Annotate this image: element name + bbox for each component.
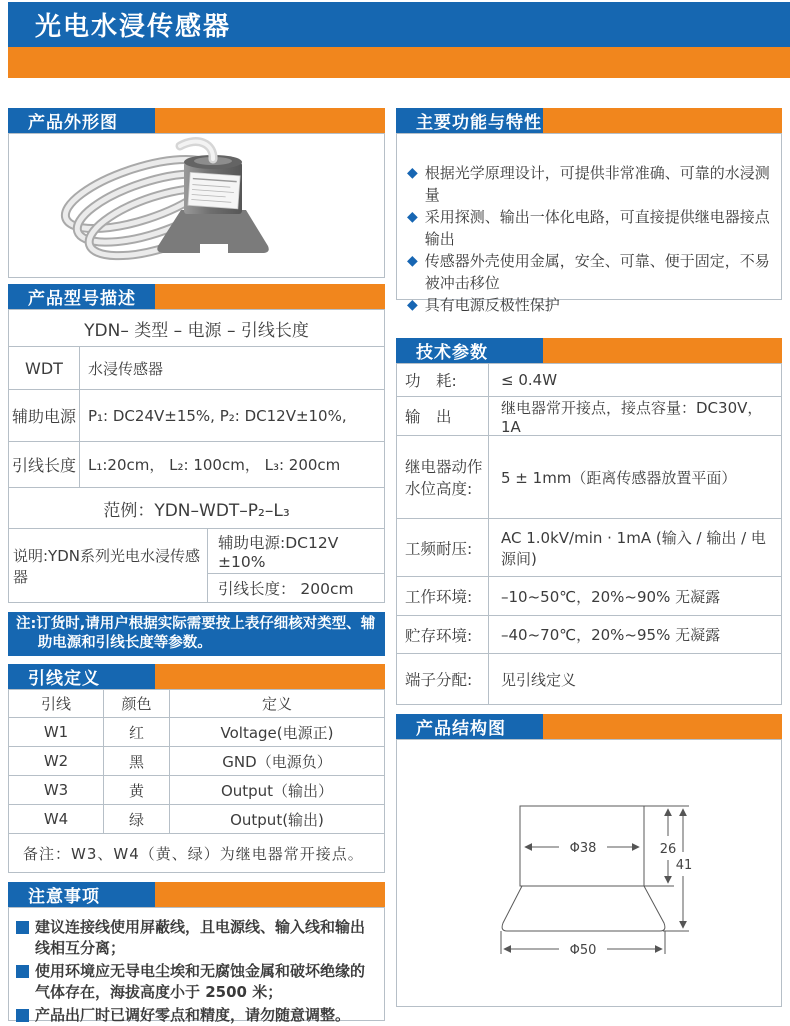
table-row [397,518,781,576]
diagram-base-outline [502,886,665,931]
page-title: 光电水浸传感器 [35,12,232,42]
column-header: 引线 [9,690,104,717]
table-row [397,435,781,518]
right-column [396,108,782,1021]
square-bullet-icon [16,1009,29,1022]
table-cell: W3 [9,776,104,804]
table-row [9,746,384,775]
page-accent-bar [8,47,790,78]
spec-label: 端子分配: [397,654,489,704]
list-item [14,1005,379,1026]
list-item [14,961,379,1003]
table-cell: 绿 [104,805,170,833]
caution-text: 使用环境应无导电尘埃和无腐蚀金属和破坏绝缘的气体存在，海拔高度小于 2500 米； [35,962,366,1001]
table-cell: W2 [9,747,104,775]
section-accent [543,108,782,133]
spec-label: 输 出 [397,397,489,435]
table-row [9,487,384,528]
table-cell: 水浸传感器 [88,359,164,378]
list-item [405,250,777,294]
table-row [9,346,384,389]
caution-text: 建议连接线使用屏蔽线，且电源线、输入线和输出线相互分离； [35,918,366,957]
order-note: 注:订货时,请用户根据实际需要按上表仔细核对类型、辅助电源和引线长度等参数。 [8,612,385,656]
section-title-structure: 产品结构图 [396,714,543,739]
spec-value: ≤ 0.4W [501,371,558,389]
table-row [9,389,384,441]
model-example: 范例：YDN–WDT–P₂–L₃ [103,500,290,521]
structure-diagram-box [396,739,782,1007]
table-cell: GND（电源负） [222,752,332,771]
table-header-row [9,690,384,717]
square-bullet-icon [16,965,29,978]
dim-top-diameter: Φ38 [569,841,597,856]
list-item [405,162,777,206]
table-row [9,804,384,833]
section-header-cautions [8,882,385,907]
section-title-wires: 引线定义 [8,664,155,689]
spec-value: 5 ± 1mm（距离传感器放置平面） [501,468,737,487]
table-cell: Output(输出) [230,810,324,829]
section-header-structure [396,714,782,739]
table-row [397,396,781,435]
spec-value: AC 1.0kV/min · 1mA (输入 / 输出 / 电源间) [501,528,766,568]
section-accent [155,664,385,689]
spec-label: 工频耐压: [397,519,489,576]
section-title-cautions: 注意事项 [8,882,155,907]
spec-label: 继电器动作水位高度: [397,436,489,518]
spec-label: 工作环境: [397,577,489,615]
feature-text: 根据光学原理设计，可提供非常准确、可靠的水浸测量 [424,164,770,204]
dim-top-height: 26 [659,842,677,857]
product-photo [8,134,385,277]
diamond-bullet-icon: ◆ [407,165,418,181]
wire-remark: 备注：W3、W4（黄、绿）为继电器常开接点。 [23,844,364,863]
spec-label: 功 耗: [397,364,489,396]
left-column [8,108,385,1024]
table-cell: WDT [9,347,80,389]
table-cell: L₁:20cm， L₂: 100cm， L₃: 200cm [88,456,341,474]
section-header-features [396,108,782,133]
table-cell: Voltage(电源正) [220,723,334,742]
section-title-appearance: 产品外形图 [8,108,155,133]
table-cell: W4 [9,805,104,833]
table-cell: 辅助电源 [9,390,80,441]
table-cell: P₁: DC24V±15%, P₂: DC12V±10%, [88,406,347,425]
table-row [397,615,781,653]
section-accent [155,108,385,133]
list-item [14,917,379,959]
table-row [9,833,384,872]
section-title-model: 产品型号描述 [8,284,155,309]
section-header-model [8,284,385,309]
table-row [397,576,781,615]
table-row [9,441,384,487]
section-accent [155,882,385,907]
spec-value: –40~70℃，20%~95% 无凝露 [501,626,721,644]
product-photo-box [8,133,385,278]
section-accent [543,714,782,739]
section-header-appearance [8,108,385,133]
table-cell: W1 [9,718,104,746]
datasheet-page [0,2,790,1024]
feature-text: 具有电源反极性保护 [424,296,560,314]
features-box [396,133,782,314]
table-row [9,310,384,346]
page-banner [8,2,790,78]
table-row [9,775,384,804]
list-item [405,206,777,250]
model-description-values [208,529,384,602]
section-title-features: 主要功能与特性 [396,108,543,133]
dim-total-height: 41 [675,858,693,873]
diamond-bullet-icon: ◆ [407,297,418,313]
page-title-bar [8,2,790,47]
square-bullet-icon [16,921,29,934]
specs-table [396,363,782,705]
table-cell: 黄 [104,776,170,804]
caution-text: 产品出厂时已调好零点和精度，请勿随意调整。 [35,1006,351,1024]
column-header: 颜色 [104,690,170,717]
table-row [397,653,781,704]
column-header: 定义 [261,695,292,713]
wire-table [8,689,385,873]
content-columns [8,108,782,1024]
diamond-bullet-icon: ◆ [407,209,418,225]
list-item [405,294,777,316]
table-cell: 红 [104,718,170,746]
section-title-specs: 技术参数 [396,338,543,363]
spec-label: 贮存环境: [397,616,489,653]
section-accent [155,284,385,309]
section-accent [543,338,782,363]
cautions-box [8,907,385,1024]
section-header-specs [396,338,782,363]
spec-value: –10~50℃，20%~90% 无凝露 [501,587,721,606]
table-cell: 黑 [104,747,170,775]
table-row [9,717,384,746]
feature-text: 采用探测、输出一体化电路，可直接提供继电器接点输出 [424,208,770,248]
structure-diagram [397,740,781,1006]
spec-value: 继电器常开接点，接点容量：DC30V，1A [501,398,763,436]
feature-text: 传感器外壳使用金属，安全、可靠、便于固定，不易被冲击移位 [424,252,770,292]
table-cell: 引线长度 [9,442,80,487]
spec-value: 见引线定义 [501,670,577,689]
model-description: 说明:YDN系列光电水浸传感器 [9,529,208,602]
table-row [9,528,384,602]
section-header-wires [8,664,385,689]
model-table [8,309,385,603]
diamond-bullet-icon: ◆ [407,253,418,269]
table-cell: Output（输出） [220,781,334,800]
table-cell: 辅助电源:DC12V ±10% [208,529,384,574]
model-formula: YDN– 类型 – 电源 – 引线长度 [84,320,309,341]
table-row [397,364,781,396]
dim-base-diameter: Φ50 [569,943,597,958]
table-cell: 引线长度： 200cm [218,580,354,598]
